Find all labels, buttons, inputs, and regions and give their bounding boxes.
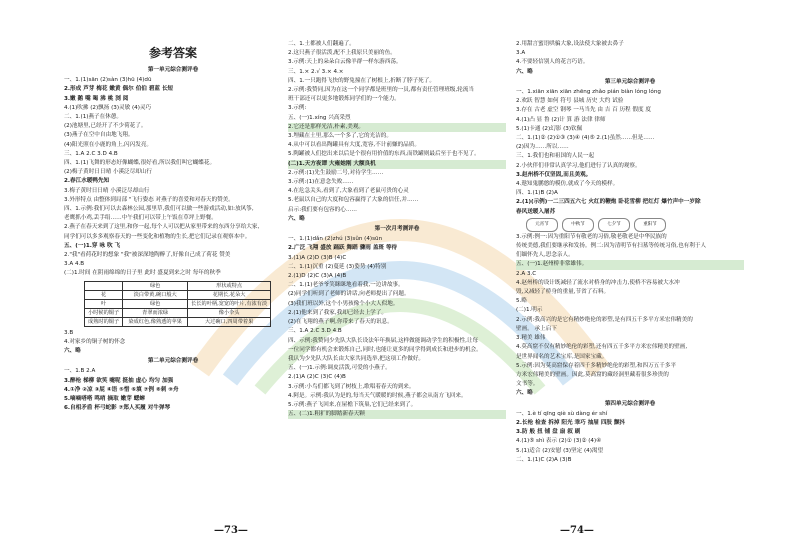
text-line: (2)因为……所以……: [516, 144, 569, 151]
text-line: (二)1.时间 在阴雨绵绵的日子里 此时 盛夏到来之时 每年的秋季: [64, 270, 221, 277]
section-title-unit4: 第四单元综合测评卷: [604, 400, 656, 407]
text-line: 一、1.(1)sān (2)sàn (3)hū (4)dū: [64, 77, 152, 84]
table-row: [85, 308, 271, 317]
column-left: [64, 40, 282, 414]
text-line: 3.A 4.B: [64, 261, 85, 268]
text-line: 4.遨知鬼鹏憨的模仿,就成了今天的模样。: [516, 181, 619, 188]
text-line: 2.燕子在春天来到了这里,和你一起,每个人可以把从家里带来的东西分享给大家,: [64, 224, 260, 231]
table-row: [85, 299, 271, 308]
text-line: 2.(1)他来到了我家,我却已经去上学了。: [288, 309, 387, 316]
text-line: 3.存在 古老 虚空 钢琴 一马当先 由 吉 百 历程 假度 度: [516, 107, 651, 114]
table-cell: 花期长,花朵大: [188, 290, 271, 299]
text-line: 启示:我们要有包容的心……: [288, 206, 358, 213]
text-line: 4.不要轻信别人的花言巧语。: [516, 59, 589, 66]
text-line: 五、(一)1.穿 咏 吹 飞: [64, 242, 121, 249]
text-line: 四、示例:我赞同少先队大队长设法年年换届,这样做能调动学生的积极性,让每: [288, 337, 479, 344]
text-line: 2.(1)D (2)C (3)A (4)B: [288, 273, 347, 280]
text-line: 一、1.è tí qīng qiè sù dàng ér shí: [516, 410, 608, 417]
text-line: 六、略: [516, 68, 533, 75]
text-line: 我认为少先队大队长由大家共同选举,把这项工作做好。: [288, 355, 425, 362]
text-line: 3.B: [64, 329, 74, 336]
table-cell: 绿色: [123, 281, 188, 290]
text-line: 三、1.我们也和祖国的人民一起: [516, 153, 595, 160]
table-cell: 叶: [85, 299, 123, 308]
text-line: 5.陶罐被人们挖出来以后是个很有用价值的东西,而铁罐则最后至于也不见了。: [288, 151, 480, 158]
text-line: 4.赵州桥的设计既减轻了流水对桥身的冲击力,使桥不容易被大水冲: [516, 279, 680, 286]
text-line: 5.示例:燕子飞回来,在屋檐下筑巢,它们已经来到了。: [288, 401, 417, 408]
text-line: 3.埋藏在土里,那么一个多了,它的光洁的。: [288, 133, 392, 140]
text-line: 5.嘀嘀嗒嗒 鸣哨 摘取 嫩芽 蟋蟀: [64, 396, 145, 403]
text-line: 3.梅子黄时日日晴 小溪泛尽却山行: [64, 187, 150, 194]
festival-pictures: [526, 218, 744, 232]
text-line: (2)同学们听到了老师的讲话,向老师提出了问题。: [288, 291, 410, 298]
text-line: 们缅怀先人,思念亲人。: [516, 252, 574, 259]
text-line: 4.(1)吹拂 (2)飘扬 (3)灵敏 (4)灵巧: [64, 104, 152, 111]
text-line: 一、1.xiān xiān xiān zhēng zhǎo pián biàn lóng lóng: [516, 89, 661, 96]
text-line: 4.从中可以看出陶罐具有大度,宽容,不计前嫌的品质。: [288, 142, 420, 149]
text-line: 二、1.(1)燕子在休憩。: [64, 114, 123, 121]
text-line: 二、1.土都被人们翻遍了。: [288, 41, 355, 47]
text-line: 二、1.(1)老爷爷笑眯眯地看着我,一边讲故事。: [288, 282, 404, 289]
table-row: [85, 290, 271, 299]
text-line: 2.示例:我赞同,因为在这一个同学都是班里的一员,都有责任管理班级,轮流当: [288, 87, 474, 94]
text-line: 4.莫高窟不仅有精妙绝伦的彩塑,还有四五千多平方米宏伟精美的壁画,: [516, 344, 688, 351]
text-line: 5.(1)适合 (2)安慰 (3)坚定 (4)渴望: [516, 447, 604, 454]
text-line: 五、(一)1.xíng 兴高采烈: [288, 114, 351, 121]
text-line: 五、(一)1.示例:调皮活泼,可爱的小燕子。: [288, 365, 391, 372]
text-line: 一、1.(1)dǎn (2)zhú (3)sǔn (4)sūn: [288, 236, 383, 243]
table-cell: 长长的叶柄,宽宽的叶片,有浓有淡: [188, 299, 271, 308]
text-line: 2."我"看荷花时的想象 "我"被深深地陶醉了,好像自己成了荷花 赞美: [64, 252, 231, 259]
text-line: 三、1.A 2.C 3.D 4.B: [288, 328, 342, 335]
text-line: 5.示例:因为莫高窟保存着四千多精妙绝伦的彩塑,和四万五千多平: [516, 362, 677, 369]
text-line: 三、1.A 2.C 3.D 4.B: [64, 150, 118, 157]
table-cell: 染成红色,像熟透的苹果: [123, 317, 188, 326]
table-cell: 绿色: [123, 299, 188, 308]
text-line: 4.阿是。示例:我认为是的,每当天气暖暖的时候,燕子都会从南方飞回来。: [288, 392, 467, 399]
table-cell: 大过碗口,四周带着果: [188, 317, 271, 326]
table-cell: 形状或特点: [188, 281, 271, 290]
column-right: [516, 40, 744, 465]
text-line: 毁,又减轻了桥身的重量,节省了石料。: [516, 289, 610, 296]
text-line: 2.长枪 检查 拆掉 阳光 乖巧 抽屉 四肢 颤抖: [516, 419, 626, 426]
text-line: 班干部还可以更多地锻炼同学们的一个能力。: [288, 96, 400, 103]
table-cell: 淡白带黄,碗口般大: [123, 290, 188, 299]
text-line: 3.外形特点 由整体到局部 "飞行姿态 对燕子的喜爱和对春天的赞美。: [64, 196, 234, 203]
text-line: 2.示例:我高兴的是它有精妙绝伦的彩塑,是有四五千多平方米宏伟精美的: [516, 316, 693, 323]
text-line: (2)在飞翔的燕子啊,你带来了春天的讯息。: [288, 319, 393, 326]
text-line: 3.赵州桥不仅坚固,而且美观。: [516, 171, 592, 178]
festival-picture: 中秋节: [562, 218, 594, 232]
text-line: 3.嫩 鹅 嘴 喝 沸 桃 浏 阅: [64, 95, 129, 102]
text-line: 二、1.(1)沉重 (2)蔓延 (3)姿势 (4)特别: [288, 263, 387, 270]
text-line: (4)阳光照在小鹿的角上,闪闪发亮。: [64, 141, 153, 148]
text-line: 2.这只燕子很活泼,配不上我原只美丽的鱼。: [288, 50, 396, 57]
text-line: (3)燕子在空中自由地飞翔。: [64, 132, 134, 139]
text-line: 一位同学都有机会来锻炼自己,同时,也能让更多的同学得到成长和进步的机会。: [288, 346, 482, 353]
text-line: 四、1.(1)飞舞的形态好像蝴蝶,很好看,所以我们叫它蝴蝶花。: [64, 160, 216, 167]
text-line: 2.小伙伴们非常认真学习,他们进行了认真的观察。: [516, 162, 641, 169]
table-row: [85, 281, 271, 290]
text-line: 4.(1)凸 显 鲁 (2)计 算 游 法律 律师: [516, 116, 606, 123]
text-line: 老鹰抓小鸡,丢手绢……中午我们可以带上午饭在草坪上野餐。: [64, 215, 217, 222]
text-line: 3.防 般 扭 铺 盘 扇 叙 刷: [516, 429, 581, 436]
page-title: 参考答案: [148, 46, 197, 60]
column-middle: [288, 40, 506, 419]
text-line: 六、略: [64, 348, 81, 355]
text-line: 3.精美 雄伟: [516, 335, 546, 342]
text-line: 3.A: [516, 50, 526, 57]
text-line: 4.(1)⑤ shì 表示 (2)① (3)② (4)④: [516, 438, 602, 445]
text-line: 5.(1)卡通 (2)幻影 (3)钦佩: [516, 125, 583, 132]
text-line: 2.欢跃 智慧 如何 符号 县城 历史 大约 试验: [516, 98, 624, 105]
text-line: 4.对家乡的铜子树的怀念: [64, 338, 126, 345]
answer-table: [84, 281, 271, 327]
text-line: 3.(1)A (2)D (3)B (4)C: [288, 254, 347, 261]
text-line: 四、1.(1)B (2)A: [516, 190, 558, 197]
page-number-left: —73—: [214, 525, 248, 536]
text-line: (二)1.天方夜谭 大雍她刚 大额良机: [288, 160, 506, 169]
text-line: 3.示例:天上的朵朵白云像羊群一样东游西荡。: [288, 59, 402, 66]
table-cell: 成熟时的铜子: [85, 317, 123, 326]
text-line: 4.①净 ②凉 ③屁 ④语 ⑤惜 ⑥填 ⑦例 ⑧刺 ⑨舟: [64, 386, 179, 393]
page-number-right: —74—: [560, 525, 594, 536]
text-line: 6.自相矛盾 杯弓蛇影 ⑦郑人买履 对牛弹琴: [64, 405, 171, 412]
festival-picture: 重阳节: [634, 218, 666, 232]
text-line: 2.形成 芦芽 梅花 嫩黄 偶尔 伯伯 碧蓝 长短: [64, 86, 174, 93]
text-line: 2.(1)A (2)C (3)C (4)B: [288, 374, 346, 381]
table-cell: 青翠而浓绿: [123, 308, 188, 317]
text-line: (3)我们班以外,这个小男孩像个小大人似地。: [288, 300, 399, 307]
text-line: 五、(一)1.赵州桥非常雄伟。: [516, 260, 744, 269]
section-title-unit2: 第二单元综合测评卷: [147, 358, 199, 365]
text-line: 5.略: [516, 298, 527, 305]
text-line: 2.广泛 飞翔 盛放 踊跃 舞蹈 骤雨 盖斑 等待: [288, 245, 398, 252]
section-title-unit3: 第三单元综合测评卷: [604, 78, 656, 85]
text-line: 壁画。 承上启下: [516, 325, 557, 332]
text-line: (2)池塘里,已经开了不少荷花了。: [64, 123, 147, 130]
text-line: (2)梅子黄时日日晴 小溪泛尽却山行: [64, 169, 153, 176]
text-line: 2.示例:(1)先生鼓励二号,对待学生……: [288, 169, 384, 176]
text-line: 四、1.一只跑得飞快的野兔撞在了树根上,折断了脖子死了。: [288, 77, 435, 84]
text-line: 传统美德,我们要继承和发扬。例二:因为清明节有扫墓等传统习俗,也有利于人: [516, 243, 707, 250]
text-line: 三、1.× 2.√ 3.× 4.×: [288, 68, 344, 75]
text-line: 文书等。: [516, 381, 539, 388]
festival-picture: 元宵节: [526, 218, 558, 232]
text-line: 二、1.(1)C (2)A (3)B: [516, 456, 572, 463]
section-title-unit1: 第一单元综合测评卷: [147, 67, 199, 73]
text-line: 2.它还是那样光洁,朴素,美观。: [288, 123, 506, 132]
festival-picture: 七夕节: [598, 218, 630, 232]
text-line: 六、略: [516, 390, 533, 397]
text-line: 四、1.示例:我们可以去森林公园,那里草,我们可以做一些游戏活动,如:放风筝,: [64, 206, 254, 213]
text-line: 五、(二)1.粗犷的脚踏新春天颗: [288, 410, 506, 419]
text-line: 方米宏伟精美的壁画。因此,莫高窟的藏经洞里藏着很多珍贵的: [516, 371, 669, 378]
text-line: 六、略: [288, 215, 305, 222]
table-cell: 小时候的铜子: [85, 308, 123, 317]
text-line: 3.示例:: [288, 105, 307, 112]
text-line: 4.在危急关头,看到了,大象看到了老鼠可贵的心灵: [288, 188, 409, 195]
text-line: 3.示例:小鸟们都飞到了树枝上,歌唱着春天的到来。: [288, 383, 415, 390]
text-line: 二、1.(1)② (2)①③ (3)④ (4)⑤ 2.(1)虽然……但是……: [516, 135, 655, 142]
text-line: 2.用甜言蜜语哄骗大象,设法使大象被去鼻子: [516, 41, 624, 47]
section-title-monthly-test: 第一次月考测评卷: [374, 226, 420, 233]
table-row: [85, 317, 271, 326]
text-line: 3.示例:例一:因为重阳节有敬老的习俗,敬老敬老是中华民族的: [516, 233, 667, 240]
text-line: 一、1.B 2.A: [64, 368, 96, 375]
text-line: 是世界闻名的艺术宝库,是国家宝藏。: [516, 353, 608, 360]
text-line: 同学们可以多多观察春天的一些变化和植物的生长,把它们记录在观察本中。: [64, 233, 251, 240]
table-cell: [85, 281, 123, 290]
text-line: (二)1.明示: [516, 307, 543, 314]
text-line: 3.醉枪 梯柳 欲笑 嚏呢 挺抽 虚心 均匀 加强: [64, 377, 174, 384]
text-line: 2.(1)(示例)一二三四五六七 火红的鞭炮 卧花雪柳 把红灯 爆竹声中一岁除: [516, 199, 701, 206]
text-line: 5.老鼠以自己的大度和包容赢得了大象的信任,并……: [288, 197, 419, 204]
text-line: 2.A 3.C: [516, 270, 537, 277]
table-cell: 像小伞头: [188, 308, 271, 317]
table-cell: 花: [85, 290, 123, 299]
text-line: 2.春江水暖鸭先知: [64, 178, 110, 185]
text-line: 3.示例:(1)在意念失败……: [288, 179, 354, 186]
text-line: 春风送暖入屠苏: [516, 208, 556, 215]
